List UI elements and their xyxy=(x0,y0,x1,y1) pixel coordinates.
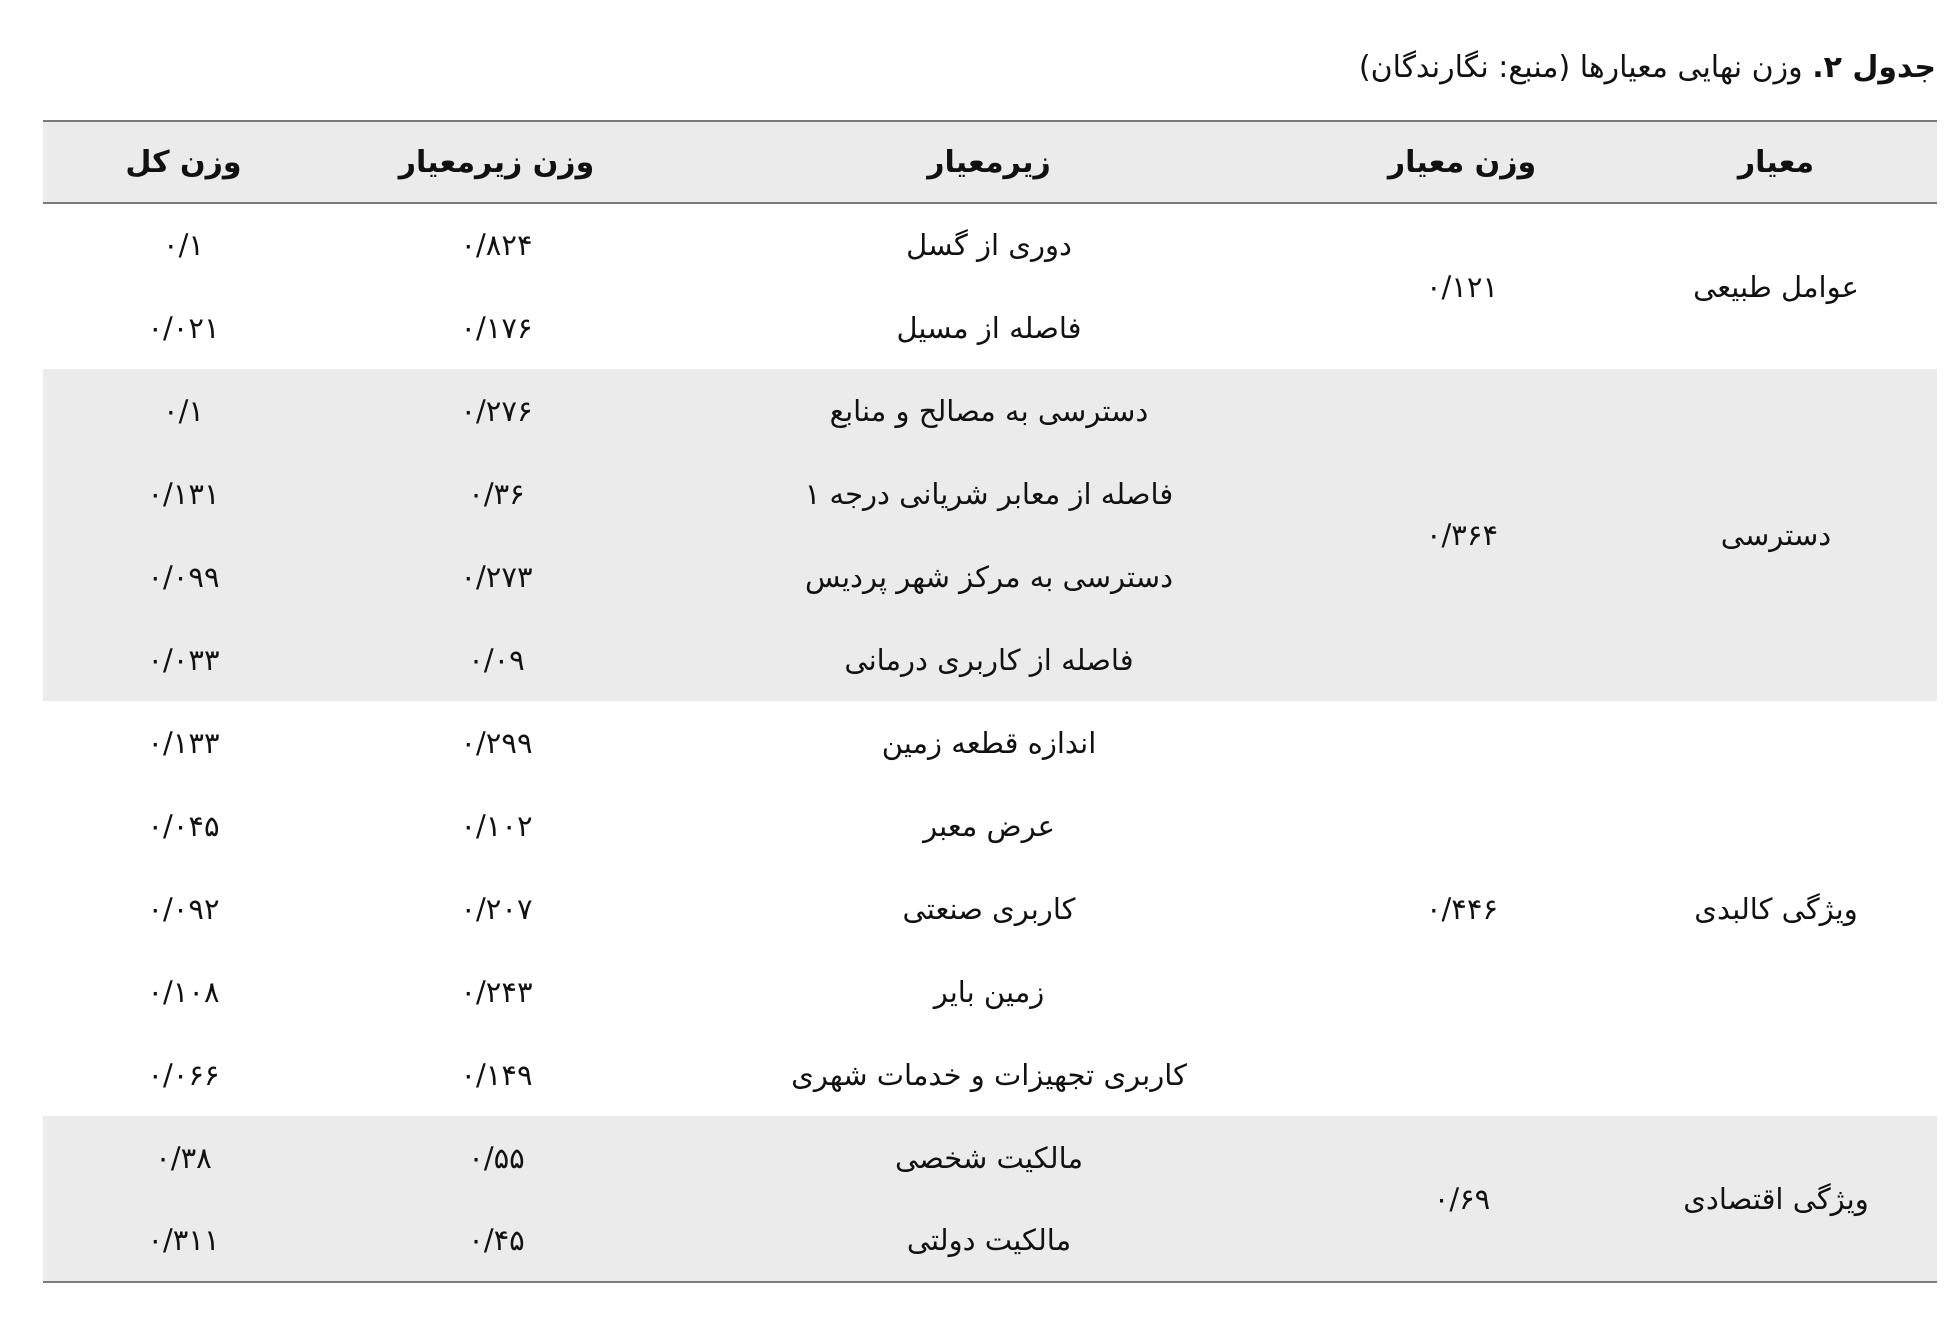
subcriterion-weight-cell: ۰/۲۷۳ xyxy=(324,535,669,618)
subcriterion-cell: فاصله از مسیل xyxy=(896,310,1082,345)
total-weight-cell: ۰/۱ xyxy=(163,228,204,262)
header-criterion: معیار xyxy=(1615,121,1937,203)
criterion-cell: ویژگی کالبدی xyxy=(1694,891,1858,926)
table-row xyxy=(43,1116,1937,1199)
subcriterion-weight-cell: ۰/۴۵ xyxy=(324,1199,669,1282)
subcriterion-weight-cell: ۰/۸۲۴ xyxy=(460,228,533,262)
subcriterion-weight-cell: ۰/۲۹۹ xyxy=(460,725,533,760)
subcriterion-weight-cell: ۰/۲۴۳ xyxy=(460,974,533,1009)
subcriterion-cell: دسترسی به مصالح و منابع xyxy=(669,369,1309,452)
subcriterion-cell: عرض معبر xyxy=(923,808,1055,843)
table-header xyxy=(43,121,1937,203)
subcriterion-cell: کاربری صنعتی xyxy=(902,891,1076,926)
total-weight-cell: ۰/۰۲۱ xyxy=(147,310,220,345)
total-weight-cell: ۰/۳۸ xyxy=(43,1116,324,1199)
total-weight-cell: ۰/۰۹۹ xyxy=(43,535,324,618)
subcriterion-cell: فاصله از کاربری درمانی xyxy=(669,618,1309,701)
header-total-weight: وزن کل xyxy=(43,121,324,203)
subcriterion-cell: مالکیت شخصی xyxy=(669,1116,1309,1199)
subcriterion-weight-cell: ۰/۱۴۹ xyxy=(460,1057,533,1092)
total-weight-cell: ۰/۰۴۵ xyxy=(147,808,220,843)
table-body xyxy=(43,203,1937,1282)
subcriterion-cell: مالکیت دولتی xyxy=(669,1199,1309,1282)
criterion-weight-cell: ۰/۶۹ xyxy=(1309,1116,1615,1282)
criterion-cell: دسترسی xyxy=(1615,369,1937,701)
header-row xyxy=(43,121,1937,203)
total-weight-cell: ۰/۱۳۱ xyxy=(43,452,324,535)
total-weight-cell: ۰/۱ xyxy=(43,369,324,452)
subcriterion-weight-cell: ۰/۵۵ xyxy=(324,1116,669,1199)
subcriterion-cell: دوری از گسل xyxy=(906,228,1072,262)
subcriterion-weight-cell: ۰/۳۶ xyxy=(324,452,669,535)
total-weight-cell: ۰/۰۶۶ xyxy=(147,1057,220,1092)
table-caption xyxy=(1359,50,1936,85)
criterion-cell: ویژگی اقتصادی xyxy=(1615,1116,1937,1282)
caption-text: وزن نهایی معیارها (منبع: نگارندگان) xyxy=(1358,50,1803,85)
subcriterion-weight-cell: ۰/۲۰۷ xyxy=(460,891,533,926)
subcriterion-cell: فاصله از معابر شریانی درجه ۱ xyxy=(669,452,1309,535)
criterion-weight-cell: ۰/۱۲۱ xyxy=(1425,269,1499,304)
header-criterion-weight: وزن معیار xyxy=(1309,121,1615,203)
table-row xyxy=(43,203,1937,286)
table-row xyxy=(43,701,1937,784)
subcriterion-weight-cell: ۰/۱۰۲ xyxy=(460,808,533,843)
total-weight-cell: ۰/۰۳۳ xyxy=(43,618,324,701)
subcriterion-cell: زمین بایر xyxy=(933,974,1045,1009)
criterion-cell: عوامل طبیعی xyxy=(1693,269,1859,304)
total-weight-cell: ۰/۱۰۸ xyxy=(147,974,220,1009)
subcriterion-weight-cell: ۰/۰۹ xyxy=(324,618,669,701)
criterion-weight-cell: ۰/۳۶۴ xyxy=(1309,369,1615,701)
subcriterion-cell: اندازه قطعه زمین xyxy=(881,725,1097,760)
total-weight-cell: ۰/۳۱۱ xyxy=(43,1199,324,1282)
caption-label: جدول ۲. xyxy=(1812,50,1936,85)
subcriterion-cell: دسترسی به مرکز شهر پردیس xyxy=(669,535,1309,618)
header-subcriterion-weight: وزن زیرمعیار xyxy=(324,121,669,203)
subcriterion-weight-cell: ۰/۱۷۶ xyxy=(460,310,533,345)
criteria-weights-table xyxy=(43,120,1937,1283)
subcriterion-cell: کاربری تجهیزات و خدمات شهری xyxy=(791,1057,1187,1092)
header-subcriterion: زیرمعیار xyxy=(669,121,1309,203)
criterion-weight-cell: ۰/۴۴۶ xyxy=(1425,891,1499,926)
total-weight-cell: ۰/۰۹۲ xyxy=(147,891,220,926)
subcriterion-weight-cell: ۰/۲۷۶ xyxy=(324,369,669,452)
table-row xyxy=(43,369,1937,452)
total-weight-cell: ۰/۱۳۳ xyxy=(147,725,220,760)
